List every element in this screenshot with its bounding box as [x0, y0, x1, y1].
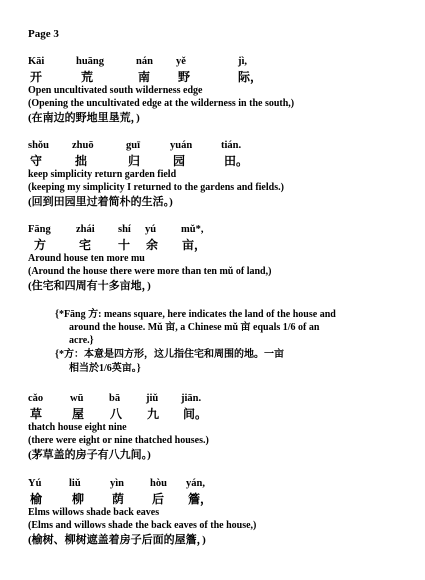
pinyin-word: guī [126, 140, 141, 151]
gloss-line: keep simplicity return garden field [28, 169, 177, 180]
chinese-line: (住宅和四周有十多亩地，) [28, 280, 151, 292]
hanzi-char: 野 [178, 70, 191, 84]
hanzi-char: 八 [110, 407, 123, 421]
hanzi-char: 开 [30, 70, 43, 84]
footnote-en-line: {*Fāng 方: means square, here indicates the land of the house and [55, 309, 336, 320]
hanzi-char: 屋 [72, 407, 85, 421]
hanzi-char: 守 [30, 154, 43, 168]
pinyin-word: yìn [110, 478, 125, 489]
translation-line: (Around the house there were more than ten mǔ of land,) [28, 266, 272, 277]
hanzi-char: 拙 [75, 154, 88, 168]
pinyin-word: nán [136, 56, 153, 67]
hanzi-char: 簷， [188, 492, 213, 506]
hanzi-char: 南 [138, 70, 151, 84]
hanzi-char: 际， [238, 70, 263, 84]
pinyin-word: bā [109, 393, 121, 404]
footnote-zh-line: {*方：本意是四方形，这儿指住宅和周围的地。一亩 [55, 349, 284, 360]
pinyin-word: Kāi [28, 56, 45, 67]
footnote-zh-line: 相当於1/6英亩。} [69, 363, 141, 374]
hanzi-char: 十 [118, 238, 131, 252]
pinyin-word: liǔ [69, 478, 81, 489]
page-label: Page 3 [28, 28, 59, 40]
hanzi-char: 九 [147, 407, 160, 421]
pinyin-word: yuán [170, 140, 193, 151]
gloss-line: Open uncultivated south wilderness edge [28, 85, 203, 96]
pinyin-word: shí [118, 224, 131, 235]
pinyin-word: Fāng [28, 224, 51, 235]
chinese-line: (茅草盖的房子有八九间。) [28, 449, 151, 461]
hanzi-char: 田。 [224, 154, 249, 168]
pinyin-word: wū [70, 393, 84, 404]
pinyin-word: yán, [186, 478, 205, 489]
chinese-line: (在南边的野地里垦荒，) [28, 112, 140, 124]
gloss-line: Elms willows shade back eaves [28, 507, 160, 518]
hanzi-char: 宅 [79, 238, 92, 252]
pinyin-word: yě [176, 56, 186, 67]
hanzi-char: 亩， [182, 238, 207, 252]
pinyin-word: hòu [150, 478, 167, 489]
hanzi-char: 间。 [183, 407, 208, 421]
hanzi-char: 后 [152, 492, 165, 506]
pinyin-word: shǒu [28, 140, 50, 151]
footnote-en-line: acre.} [69, 335, 94, 346]
hanzi-char: 柳 [72, 492, 85, 506]
pinyin-word: mǔ*, [181, 224, 204, 235]
hanzi-char: 草 [30, 407, 43, 421]
hanzi-char: 余 [146, 238, 159, 252]
pinyin-word: zhái [76, 224, 95, 235]
gloss-line: Around house ten more mu [28, 253, 145, 264]
translation-line: (keeping my simplicity I returned to the gardens and fields.) [28, 182, 284, 193]
pinyin-word: cǎo [28, 393, 44, 404]
pinyin-word: jì, [238, 56, 248, 67]
pinyin-word: jiān. [181, 393, 202, 404]
hanzi-char: 荫 [112, 492, 125, 506]
hanzi-char: 荒 [81, 70, 94, 84]
hanzi-char: 园 [173, 154, 186, 168]
translation-line: (Elms and willows shade the back eaves of the house,) [28, 520, 257, 531]
pinyin-word: zhuō [72, 140, 94, 151]
chinese-line: (回到田园里过着简朴的生活。) [28, 196, 173, 208]
gloss-line: thatch house eight nine [28, 422, 127, 433]
pinyin-word: jiǔ [146, 393, 159, 404]
hanzi-char: 归 [128, 154, 141, 168]
chinese-line: (榆树、柳树遮盖着房子后面的屋簷，) [28, 534, 206, 546]
footnote-en-line: around the house. Mǔ 亩, a Chinese mǔ 亩 equals 1/6 of an [69, 322, 320, 333]
pinyin-word: tián. [221, 140, 242, 151]
hanzi-char: 榆 [30, 492, 43, 506]
hanzi-char: 方 [34, 238, 47, 252]
pinyin-word: yú [145, 224, 157, 235]
pinyin-word: huāng [76, 56, 105, 67]
pinyin-word: Yú [28, 478, 42, 489]
translation-line: (there were eight or nine thatched houses.) [28, 435, 209, 446]
translation-line: (Opening the uncultivated edge at the wilderness in the south,) [28, 98, 295, 109]
